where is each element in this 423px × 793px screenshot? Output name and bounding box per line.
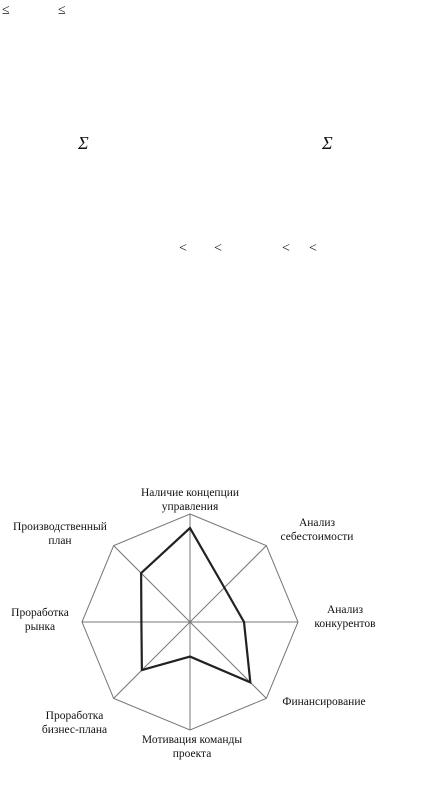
- radar-data-point: [250, 682, 252, 684]
- lt-symbol-3: <: [282, 241, 290, 256]
- axis-label-production-line2: план: [48, 535, 72, 547]
- radar-series-polygon: [141, 528, 250, 682]
- axis-label-concept: [115, 486, 265, 514]
- radar-data-point: [243, 621, 245, 623]
- axis-label-cost-line1: Анализ: [298, 517, 336, 529]
- lt-symbol-2: <: [214, 241, 222, 256]
- axis-label-market-line1: Проработка: [11, 607, 69, 619]
- leq-symbol-1: ≤: [2, 3, 10, 18]
- axis-label-business-plan-line1: Проработка: [45, 710, 104, 722]
- axis-label-competitors-line1: Анализ: [326, 604, 364, 616]
- lt-symbol-1: <: [179, 241, 187, 256]
- radar-data-point: [189, 527, 191, 529]
- sigma-symbol-1: Σ: [78, 133, 89, 153]
- axis-label-concept-line1: Наличие концепции: [140, 487, 240, 499]
- axis-label-financing-line1: Финансирование: [282, 696, 366, 708]
- axis-label-motivation-line1: Мотивация команды: [141, 734, 243, 746]
- axis-label-business-plan-line2: бизнес-плана: [41, 724, 108, 736]
- radar-data-point: [224, 587, 226, 589]
- axis-label-financing: [268, 695, 380, 709]
- sigma-symbol-2: Σ: [322, 133, 333, 153]
- axis-label-cost-line2: себестоимости: [280, 531, 354, 543]
- axis-label-cost: [262, 516, 372, 544]
- axis-label-motivation-line2: проекта: [172, 748, 212, 760]
- axis-label-motivation: [122, 733, 262, 761]
- radar-data-point: [141, 669, 143, 671]
- radar-data-point: [140, 572, 142, 574]
- axis-label-production-line1: Производственный: [13, 521, 107, 533]
- axis-label-competitors-line2: конкурентов: [314, 618, 376, 630]
- radar-data-point: [189, 656, 191, 658]
- axis-label-competitors: [305, 603, 385, 631]
- axis-label-concept-line2: управления: [161, 501, 219, 513]
- lt-symbol-4: <: [309, 241, 317, 256]
- axis-label-business-plan: [22, 709, 127, 737]
- radar-data-point: [141, 621, 143, 623]
- axis-label-market: [0, 606, 80, 634]
- axis-label-production: [0, 520, 120, 548]
- leq-symbol-2: ≤: [58, 3, 66, 18]
- axis-label-market-line2: рынка: [24, 621, 56, 633]
